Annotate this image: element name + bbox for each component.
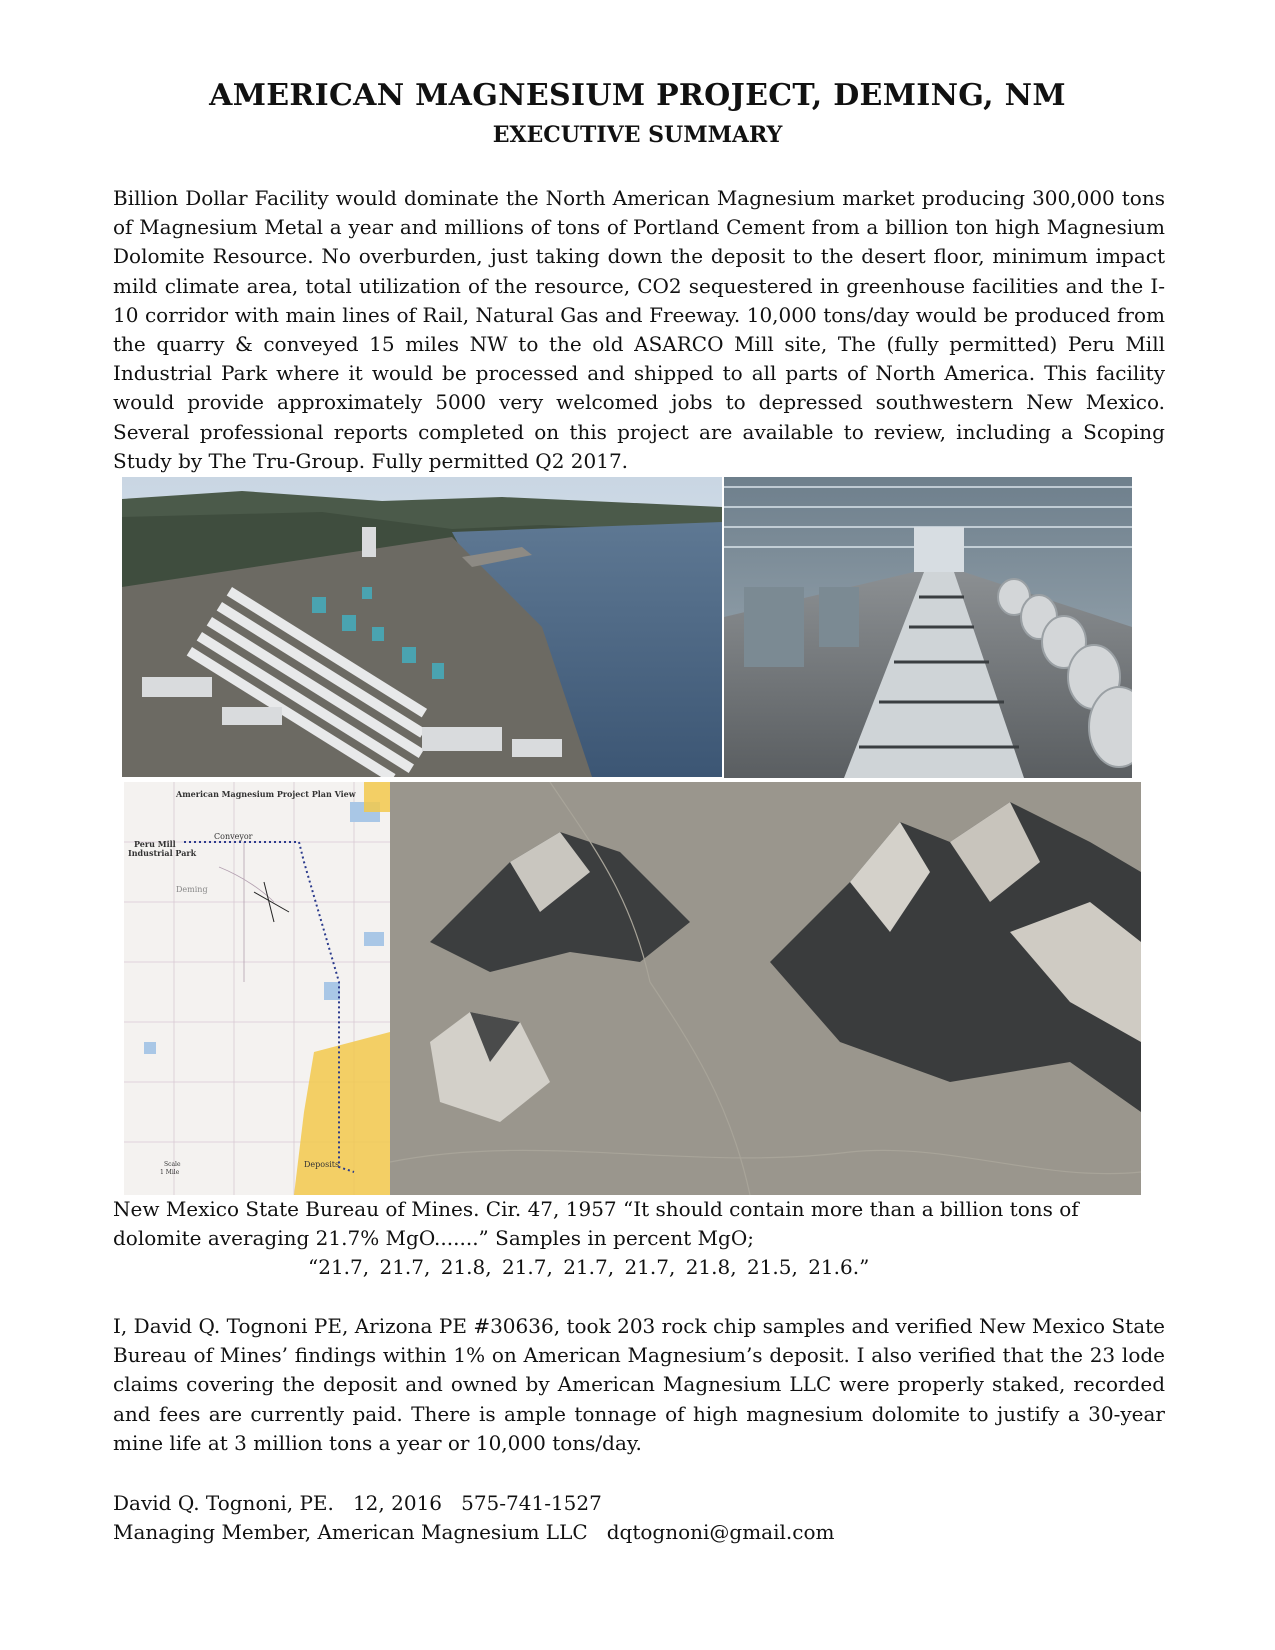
intro-paragraph: Billion Dollar Facility would dominate the North American Magnesium market producing 300,000 tons of Magnesium Metal a year and millions of tons of Portland Cement from a billion ton high Magnesium Dolomite Resource. No overburden, just taking down the deposit to the desert floor, minimum impact mild climate area, total utilization of the resource, CO2 sequestered in greenhouse facilities and the I-10 corridor with main lines of Rail, Natural Gas and Freeway. 10,000 tons/day would be produced from the quarry & conveyed 15 miles NW to the old ASARCO Mill site, The (fully permitted) Peru Mill Industrial Park where it would be processed and shipped to all parts of North America. This facility would provide approximately 5000 very welcomed jobs to depressed southwestern New Mexico. Several professional reports completed on this project are available to review, including a Scoping Study by The Tru-Group. Fully permitted Q2 2017.: [113, 186, 1165, 473]
map-title: American Magnesium Project Plan View: [176, 789, 356, 799]
map-industrial-park-label: Industrial Park: [128, 848, 197, 858]
map-deposits-label: Deposits: [304, 1160, 340, 1169]
plant-aerial-photo: [122, 477, 722, 777]
map-scale-value: 1 Mile: [160, 1169, 180, 1176]
map-conveyor-label: Conveyor: [214, 832, 253, 841]
signature-line-2: Managing Member, American Magnesium LLC dqtognoni@gmail.com: [113, 1520, 835, 1544]
plan-view-map: [124, 782, 390, 1195]
bureau-of-mines-caption: New Mexico State Bureau of Mines. Cir. 47, 1957 “It should contain more than a billion tons of dolomite averaging 21.7% MgO.......” Samples in percent MgO;: [113, 1197, 1079, 1250]
document-title: AMERICAN MAGNESIUM PROJECT, DEMING, NM: [209, 78, 1066, 113]
verification-paragraph: I, David Q. Tognoni PE, Arizona PE #30636, took 203 rock chip samples and verified New Mexico State Bureau of Mines’ findings within 1% on American Magnesium’s deposit. I also verified that the 23 lode claims covering the deposit and owned by American Magnesium LLC were properly staked, recorded and fees are currently paid. There is ample tonnage of high magnesium dolomite to justify a 30-year mine life at 3 million tons a year or 10,000 tons/day.: [113, 1314, 1165, 1455]
map-peru-mill-label: Peru Mill: [134, 839, 176, 849]
map-scale-label: Scale: [164, 1161, 181, 1168]
document-subtitle: EXECUTIVE SUMMARY: [492, 122, 783, 148]
signature-line-1: David Q. Tognoni, PE. 12, 2016 575-741-1527: [113, 1491, 602, 1515]
sample-values: “21.7, 21.7, 21.8, 21.7, 21.7, 21.7, 21.8, 21.5, 21.6.”: [308, 1255, 870, 1279]
map-town-label: Deming: [176, 885, 208, 894]
dolomite-deposit-aerial-photo: [390, 782, 1141, 1195]
mill-interior-photo: [724, 477, 1132, 778]
